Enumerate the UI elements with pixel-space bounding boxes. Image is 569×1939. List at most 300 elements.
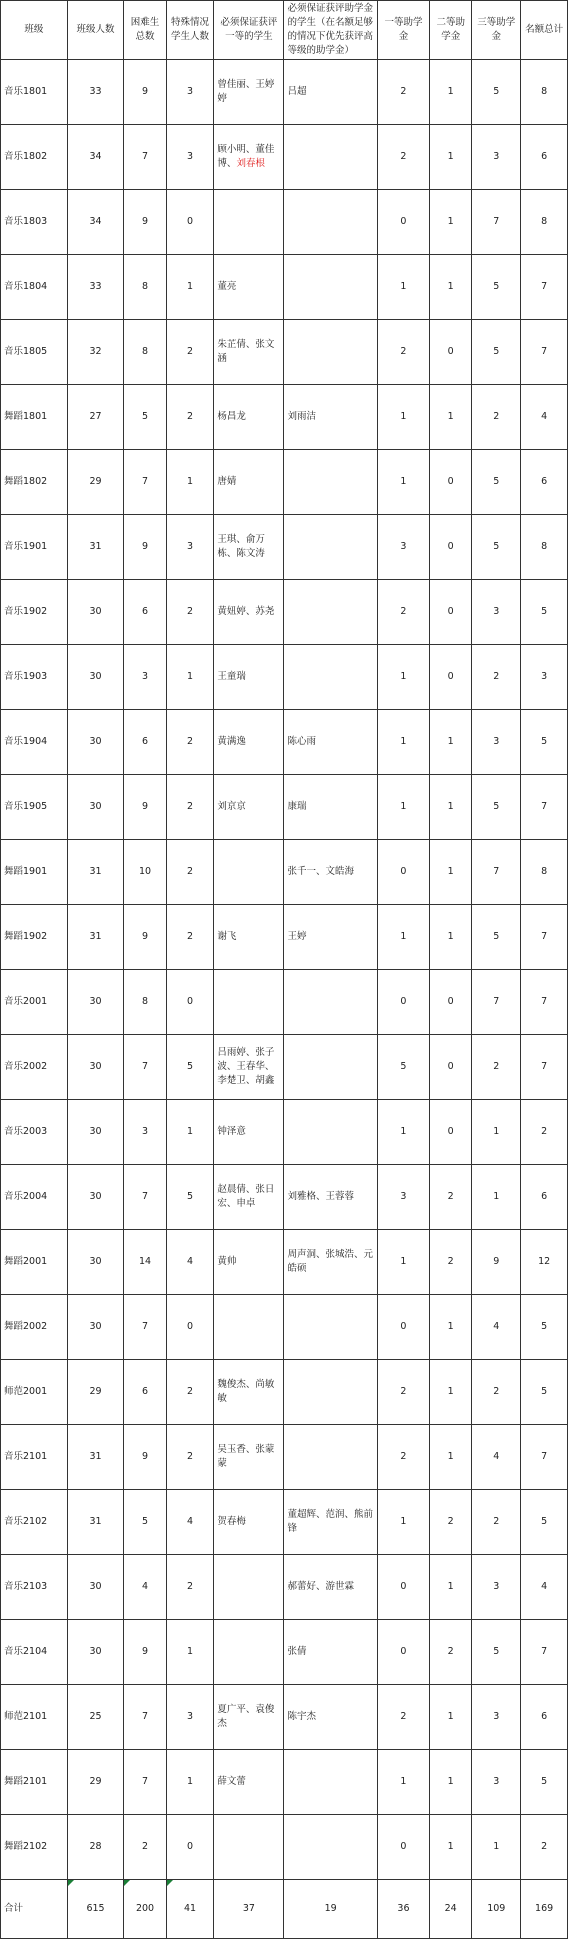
quota-total-cell: 2 [521, 1815, 568, 1880]
first-aid-cell: 0 [377, 190, 429, 255]
totals-a1: 36 [377, 1880, 429, 1939]
class-cell: 音乐2003 [1, 1100, 68, 1165]
special-count-cell: 1 [166, 1750, 214, 1815]
special-count-cell: 1 [166, 255, 214, 320]
table-row [1, 1815, 568, 1880]
third-aid-cell: 5 [472, 450, 521, 515]
third-aid-cell: 2 [472, 1360, 521, 1425]
class-size-cell: 30 [67, 1620, 124, 1685]
special-count-cell: 2 [166, 580, 214, 645]
quota-total-cell: 12 [521, 1230, 568, 1295]
first-aid-cell: 2 [377, 320, 429, 385]
quota-total-cell: 8 [521, 60, 568, 125]
table-row [1, 1490, 568, 1555]
first-guarantee-cell [214, 125, 284, 190]
second-aid-cell: 1 [430, 1295, 472, 1360]
totals-size: 615 [67, 1880, 124, 1939]
first-aid-cell: 2 [377, 125, 429, 190]
poor-total-cell: 7 [124, 1035, 166, 1100]
class-cell: 音乐1901 [1, 515, 68, 580]
table-row [1, 710, 568, 775]
class-size-cell: 30 [67, 775, 124, 840]
quota-total-cell: 4 [521, 1555, 568, 1620]
second-aid-cell: 1 [430, 775, 472, 840]
poor-total-cell: 10 [124, 840, 166, 905]
poor-total-cell: 9 [124, 775, 166, 840]
special-count-cell: 2 [166, 840, 214, 905]
third-aid-cell: 3 [472, 1750, 521, 1815]
first-guarantee-cell [214, 1425, 284, 1490]
first-aid-cell: 3 [377, 515, 429, 580]
aid-guarantee-cell [284, 1360, 377, 1425]
student-names: 黄帅 [217, 1256, 237, 1267]
first-aid-cell: 2 [377, 1425, 429, 1490]
class-cell: 舞蹈2102 [1, 1815, 68, 1880]
second-aid-cell: 1 [430, 385, 472, 450]
first-guarantee-cell [214, 385, 284, 450]
third-aid-cell: 5 [472, 255, 521, 320]
second-aid-cell: 2 [430, 1165, 472, 1230]
first-guarantee-cell [214, 450, 284, 515]
special-count-cell: 2 [166, 1555, 214, 1620]
poor-total-cell: 9 [124, 1425, 166, 1490]
table-row [1, 1360, 568, 1425]
second-aid-cell: 0 [430, 580, 472, 645]
first-guarantee-cell [214, 1360, 284, 1425]
class-size-cell: 30 [67, 1165, 124, 1230]
second-aid-cell: 0 [430, 645, 472, 710]
aid-guarantee-cell: 张倩 [284, 1620, 377, 1685]
poor-total-cell: 7 [124, 1165, 166, 1230]
class-cell: 音乐1805 [1, 320, 68, 385]
class-size-cell: 31 [67, 1425, 124, 1490]
student-names: 黄妞婷、苏尧 [217, 606, 275, 617]
third-aid-cell: 3 [472, 710, 521, 775]
table-row [1, 515, 568, 580]
special-count-cell: 3 [166, 515, 214, 580]
student-names: 曾佳丽、王婷婷 [217, 79, 275, 104]
quota-total-cell: 5 [521, 710, 568, 775]
student-names: 赵晨倩、张日宏、申卓 [217, 1184, 275, 1209]
third-aid-cell: 5 [472, 1620, 521, 1685]
special-count-cell: 2 [166, 1360, 214, 1425]
class-size-cell: 30 [67, 1555, 124, 1620]
class-size-cell: 30 [67, 1295, 124, 1360]
quota-total-cell: 7 [521, 255, 568, 320]
quota-total-cell: 6 [521, 1165, 568, 1230]
poor-total-cell: 7 [124, 1295, 166, 1360]
second-aid-cell: 2 [430, 1230, 472, 1295]
poor-total-cell: 9 [124, 60, 166, 125]
aid-guarantee-cell: 吕超 [284, 60, 377, 125]
student-names: 刘京京 [217, 801, 246, 812]
special-count-cell: 4 [166, 1230, 214, 1295]
poor-total-cell: 14 [124, 1230, 166, 1295]
first-aid-cell: 1 [377, 1100, 429, 1165]
poor-total-cell: 7 [124, 1750, 166, 1815]
table-row [1, 1100, 568, 1165]
class-cell: 音乐1902 [1, 580, 68, 645]
special-count-cell: 3 [166, 60, 214, 125]
third-aid-cell: 2 [472, 1490, 521, 1555]
student-names: 顾小明、董佳博、 [217, 144, 275, 169]
poor-total-cell: 4 [124, 1555, 166, 1620]
aid-guarantee-cell: 周声洞、张城浩、元皓硕 [284, 1230, 377, 1295]
quota-total-cell: 7 [521, 1620, 568, 1685]
first-aid-cell: 1 [377, 645, 429, 710]
first-guarantee-cell [214, 1165, 284, 1230]
class-cell: 音乐1903 [1, 645, 68, 710]
class-cell: 舞蹈1902 [1, 905, 68, 970]
second-aid-cell: 0 [430, 970, 472, 1035]
student-names: 夏广平、袁俊杰 [217, 1704, 275, 1729]
highlighted-name: 刘春根 [236, 158, 265, 169]
col-header-aid-guarantee: 必须保证获评助学金的学生（在名额足够的情况下优先获评高等级的助学金） [284, 1, 377, 60]
class-cell: 师范2001 [1, 1360, 68, 1425]
quota-total-cell: 6 [521, 125, 568, 190]
class-size-cell: 31 [67, 905, 124, 970]
third-aid-cell: 1 [472, 1165, 521, 1230]
special-count-cell: 2 [166, 775, 214, 840]
class-size-cell: 33 [67, 60, 124, 125]
aid-guarantee-cell [284, 1100, 377, 1165]
aid-guarantee-cell [284, 1815, 377, 1880]
aid-guarantee-cell [284, 255, 377, 320]
first-guarantee-cell [214, 255, 284, 320]
first-guarantee-cell [214, 190, 284, 255]
class-size-cell: 30 [67, 645, 124, 710]
quota-total-cell: 7 [521, 320, 568, 385]
third-aid-cell: 2 [472, 385, 521, 450]
quota-total-cell: 5 [521, 1295, 568, 1360]
first-guarantee-cell [214, 970, 284, 1035]
third-aid-cell: 5 [472, 60, 521, 125]
totals-a2: 24 [430, 1880, 472, 1939]
second-aid-cell: 1 [430, 1685, 472, 1750]
col-header-first-guarantee: 必须保证获评一等的学生 [214, 1, 284, 60]
class-size-cell: 31 [67, 1490, 124, 1555]
col-header-quota-total: 名额总计 [521, 1, 568, 60]
student-names: 钟泽意 [217, 1126, 246, 1137]
aid-guarantee-cell [284, 645, 377, 710]
col-header-third-aid: 三等助学金 [472, 1, 521, 60]
second-aid-cell: 2 [430, 1620, 472, 1685]
special-count-cell: 2 [166, 320, 214, 385]
aid-guarantee-cell: 陈心雨 [284, 710, 377, 775]
special-count-cell: 3 [166, 125, 214, 190]
third-aid-cell: 5 [472, 515, 521, 580]
second-aid-cell: 0 [430, 450, 472, 515]
class-size-cell: 31 [67, 515, 124, 580]
second-aid-cell: 2 [430, 1490, 472, 1555]
second-aid-cell: 1 [430, 710, 472, 775]
class-cell: 舞蹈1801 [1, 385, 68, 450]
class-size-cell: 31 [67, 840, 124, 905]
second-aid-cell: 1 [430, 1815, 472, 1880]
quota-total-cell: 4 [521, 385, 568, 450]
special-count-cell: 1 [166, 645, 214, 710]
table-row [1, 320, 568, 385]
table-row [1, 450, 568, 515]
poor-total-cell: 9 [124, 905, 166, 970]
aid-guarantee-cell [284, 580, 377, 645]
class-cell: 音乐1905 [1, 775, 68, 840]
third-aid-cell: 4 [472, 1425, 521, 1490]
third-aid-cell: 3 [472, 125, 521, 190]
first-guarantee-cell [214, 1295, 284, 1360]
aid-guarantee-cell: 刘雅格、王蓉蓉 [284, 1165, 377, 1230]
header-row [1, 1, 568, 60]
aid-guarantee-cell [284, 515, 377, 580]
class-cell: 音乐1904 [1, 710, 68, 775]
table-row [1, 645, 568, 710]
aid-guarantee-cell: 陈宇杰 [284, 1685, 377, 1750]
col-header-first-aid: 一等助学金 [377, 1, 429, 60]
class-cell: 音乐2102 [1, 1490, 68, 1555]
second-aid-cell: 1 [430, 1360, 472, 1425]
totals-guarantee: 19 [284, 1880, 377, 1939]
aid-guarantee-cell: 刘雨洁 [284, 385, 377, 450]
special-count-cell: 1 [166, 450, 214, 515]
student-names: 董亮 [217, 281, 237, 292]
class-size-cell: 29 [67, 450, 124, 515]
first-aid-cell: 1 [377, 255, 429, 320]
class-size-cell: 34 [67, 190, 124, 255]
poor-total-cell: 6 [124, 710, 166, 775]
second-aid-cell: 0 [430, 515, 472, 580]
table-row [1, 840, 568, 905]
col-header-special-count: 特殊情况学生人数 [166, 1, 214, 60]
col-header-poor-total: 困难生总数 [124, 1, 166, 60]
class-cell: 舞蹈1802 [1, 450, 68, 515]
class-size-cell: 30 [67, 1100, 124, 1165]
first-guarantee-cell [214, 840, 284, 905]
third-aid-cell: 5 [472, 320, 521, 385]
first-aid-cell: 5 [377, 1035, 429, 1100]
class-cell: 师范2101 [1, 1685, 68, 1750]
student-names: 魏俊杰、尚敏敏 [217, 1379, 275, 1404]
special-count-cell: 2 [166, 710, 214, 775]
quota-total-cell: 7 [521, 970, 568, 1035]
student-names: 吴玉香、张蒙蒙 [217, 1444, 275, 1469]
class-cell: 音乐2004 [1, 1165, 68, 1230]
second-aid-cell: 1 [430, 905, 472, 970]
first-aid-cell: 1 [377, 1490, 429, 1555]
second-aid-cell: 1 [430, 1555, 472, 1620]
class-cell: 舞蹈2002 [1, 1295, 68, 1360]
first-guarantee-cell [214, 775, 284, 840]
first-guarantee-cell [214, 1620, 284, 1685]
table-row [1, 1555, 568, 1620]
totals-poor: 200 [124, 1880, 166, 1939]
first-aid-cell: 0 [377, 1555, 429, 1620]
student-names: 王琪、俞万栋、陈文涛 [217, 534, 265, 559]
second-aid-cell: 1 [430, 60, 472, 125]
poor-total-cell: 9 [124, 190, 166, 255]
totals-label: 合计 [1, 1880, 68, 1939]
quota-total-cell: 2 [521, 1100, 568, 1165]
first-guarantee-cell [214, 515, 284, 580]
first-aid-cell: 0 [377, 1815, 429, 1880]
first-guarantee-cell [214, 60, 284, 125]
third-aid-cell: 3 [472, 580, 521, 645]
special-count-cell: 2 [166, 905, 214, 970]
class-cell: 音乐2103 [1, 1555, 68, 1620]
special-count-cell: 0 [166, 190, 214, 255]
quota-total-cell: 7 [521, 1425, 568, 1490]
special-count-cell: 2 [166, 1425, 214, 1490]
table-row [1, 125, 568, 190]
first-aid-cell: 0 [377, 1295, 429, 1360]
class-cell: 音乐1804 [1, 255, 68, 320]
third-aid-cell: 1 [472, 1815, 521, 1880]
table-row [1, 1750, 568, 1815]
aid-guarantee-cell [284, 1750, 377, 1815]
poor-total-cell: 6 [124, 1360, 166, 1425]
second-aid-cell: 0 [430, 1100, 472, 1165]
first-aid-cell: 2 [377, 580, 429, 645]
second-aid-cell: 1 [430, 840, 472, 905]
quota-total-cell: 6 [521, 450, 568, 515]
poor-total-cell: 5 [124, 1490, 166, 1555]
third-aid-cell: 2 [472, 645, 521, 710]
second-aid-cell: 1 [430, 190, 472, 255]
first-aid-cell: 1 [377, 450, 429, 515]
class-size-cell: 30 [67, 710, 124, 775]
class-cell: 音乐2002 [1, 1035, 68, 1100]
quota-total-cell: 7 [521, 905, 568, 970]
class-cell: 舞蹈1901 [1, 840, 68, 905]
aid-guarantee-cell [284, 1035, 377, 1100]
quota-total-cell: 5 [521, 1490, 568, 1555]
aid-guarantee-cell [284, 1425, 377, 1490]
class-size-cell: 29 [67, 1360, 124, 1425]
third-aid-cell: 2 [472, 1035, 521, 1100]
class-size-cell: 34 [67, 125, 124, 190]
first-aid-cell: 2 [377, 1685, 429, 1750]
first-aid-cell: 0 [377, 970, 429, 1035]
aid-guarantee-cell [284, 1295, 377, 1360]
third-aid-cell: 5 [472, 775, 521, 840]
table-row [1, 1620, 568, 1685]
second-aid-cell: 1 [430, 255, 472, 320]
student-names: 黄满逸 [217, 736, 246, 747]
class-size-cell: 27 [67, 385, 124, 450]
special-count-cell: 2 [166, 385, 214, 450]
quota-total-cell: 8 [521, 515, 568, 580]
special-count-cell: 3 [166, 1685, 214, 1750]
poor-total-cell: 3 [124, 645, 166, 710]
first-aid-cell: 0 [377, 840, 429, 905]
table-row [1, 905, 568, 970]
first-aid-cell: 1 [377, 385, 429, 450]
aid-guarantee-cell: 董超辉、范润、熊前锋 [284, 1490, 377, 1555]
aid-guarantee-cell [284, 450, 377, 515]
special-count-cell: 0 [166, 970, 214, 1035]
class-size-cell: 30 [67, 580, 124, 645]
first-aid-cell: 3 [377, 1165, 429, 1230]
table-row [1, 970, 568, 1035]
poor-total-cell: 2 [124, 1815, 166, 1880]
aid-guarantee-cell: 王婷 [284, 905, 377, 970]
special-count-cell: 4 [166, 1490, 214, 1555]
class-size-cell: 30 [67, 1230, 124, 1295]
first-aid-cell: 0 [377, 1620, 429, 1685]
class-cell: 舞蹈2001 [1, 1230, 68, 1295]
class-size-cell: 30 [67, 970, 124, 1035]
totals-special: 41 [166, 1880, 214, 1939]
class-size-cell: 33 [67, 255, 124, 320]
class-cell: 音乐1803 [1, 190, 68, 255]
first-aid-cell: 1 [377, 1750, 429, 1815]
special-count-cell: 0 [166, 1815, 214, 1880]
class-size-cell: 32 [67, 320, 124, 385]
quota-total-cell: 5 [521, 1750, 568, 1815]
aid-guarantee-cell [284, 125, 377, 190]
second-aid-cell: 1 [430, 1425, 472, 1490]
special-count-cell: 1 [166, 1620, 214, 1685]
quota-total-cell: 5 [521, 580, 568, 645]
student-names: 唐婧 [217, 476, 237, 487]
class-cell: 音乐1802 [1, 125, 68, 190]
table-row [1, 1295, 568, 1360]
class-size-cell: 29 [67, 1750, 124, 1815]
totals-row [1, 1880, 568, 1939]
poor-total-cell: 9 [124, 1620, 166, 1685]
quota-total-cell: 8 [521, 840, 568, 905]
poor-total-cell: 7 [124, 125, 166, 190]
quota-total-cell: 7 [521, 775, 568, 840]
table-body [1, 60, 568, 1880]
aid-guarantee-cell [284, 970, 377, 1035]
third-aid-cell: 7 [472, 970, 521, 1035]
third-aid-cell: 3 [472, 1555, 521, 1620]
poor-total-cell: 8 [124, 320, 166, 385]
poor-total-cell: 7 [124, 450, 166, 515]
class-size-cell: 25 [67, 1685, 124, 1750]
first-guarantee-cell [214, 1230, 284, 1295]
first-aid-cell: 1 [377, 1230, 429, 1295]
class-cell: 音乐2001 [1, 970, 68, 1035]
poor-total-cell: 5 [124, 385, 166, 450]
first-guarantee-cell [214, 1555, 284, 1620]
first-aid-cell: 2 [377, 60, 429, 125]
first-aid-cell: 1 [377, 710, 429, 775]
quota-total-cell: 6 [521, 1685, 568, 1750]
quota-total-cell: 7 [521, 1035, 568, 1100]
third-aid-cell: 4 [472, 1295, 521, 1360]
class-cell: 音乐1801 [1, 60, 68, 125]
class-cell: 音乐2101 [1, 1425, 68, 1490]
table-row [1, 775, 568, 840]
first-guarantee-cell [214, 1815, 284, 1880]
table-row [1, 1035, 568, 1100]
third-aid-cell: 5 [472, 905, 521, 970]
second-aid-cell: 0 [430, 1035, 472, 1100]
totals-a3: 109 [472, 1880, 521, 1939]
first-guarantee-cell [214, 580, 284, 645]
col-header-class-size: 班级人数 [67, 1, 124, 60]
third-aid-cell: 7 [472, 840, 521, 905]
first-guarantee-cell [214, 710, 284, 775]
third-aid-cell: 7 [472, 190, 521, 255]
table-row [1, 1165, 568, 1230]
totals-first: 37 [214, 1880, 284, 1939]
col-header-class: 班级 [1, 1, 68, 60]
poor-total-cell: 8 [124, 255, 166, 320]
table-row [1, 1230, 568, 1295]
class-cell: 音乐2104 [1, 1620, 68, 1685]
